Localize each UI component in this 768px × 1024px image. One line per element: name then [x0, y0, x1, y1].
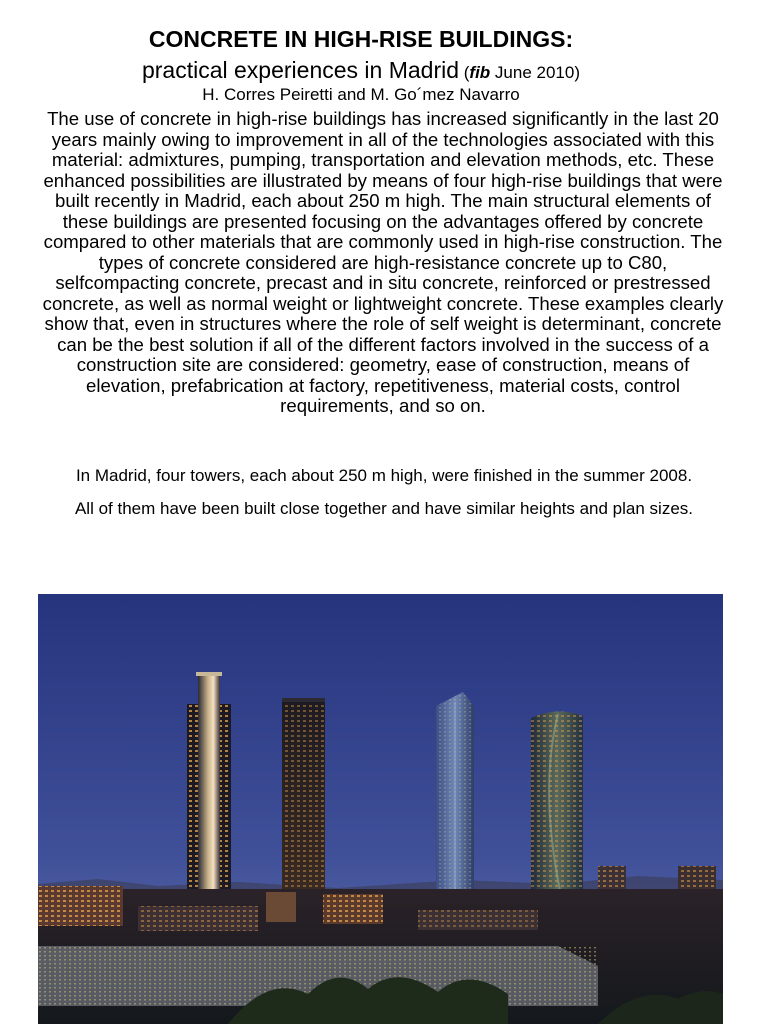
- document-subtitle: [0, 57, 722, 86]
- document-authors: H. Corres Peiretti and M. Go´mez Navarro: [202, 85, 520, 104]
- tower-4: [531, 711, 583, 904]
- subtitle-main: practical experiences in Madrid: [141, 57, 460, 83]
- body-paragraph-1: In Madrid, four towers, each about 250 m high, were finished in the summer 2008.: [75, 466, 693, 485]
- subtitle-date: June 2010): [490, 63, 580, 82]
- tower-2: [282, 698, 325, 901]
- subtitle-paren-open: (: [459, 63, 470, 82]
- tower-3: [436, 692, 474, 899]
- tower-1: [187, 672, 231, 904]
- madrid-towers-photo: [38, 594, 723, 1024]
- body-paragraph-2: All of them have been built close together and have similar heights and plan sizes.: [74, 499, 694, 518]
- subtitle-publisher: fib: [469, 63, 491, 82]
- towers-illustration: [38, 594, 723, 1024]
- document-title: CONCRETE IN HIGH-RISE BUILDINGS:: [148, 26, 574, 52]
- abstract-paragraph: The use of concrete in high-rise buildings has increased significantly in the last 20 years mainly owing to improvement in all of the technologies associated with this material: admixtures, pumping, transportation and elevation methods, etc. These enhanced possibilities are illustrated by means of four high-rise buildings that were built recently in Madrid, each about 250 m high. The main structural elements of these buildings are presented focusing on the advantages offered by concrete compared to other materials that are commonly used in high-rise construction. The types of concrete considered are high-resistance concrete up to C80, selfcompacting concrete, precast and in situ concrete, reinforced or prestressed concrete, as well as normal weight or lightweight concrete. These examples clearly show that, even in structures where the role of self weight is determinant, concrete can be the best solution if all of the different factors involved in the success of a construction site are considered: geometry, ease of construction, means of elevation, prefabrication at factory, repetitiveness, material costs, control requirements, and so on.: [42, 108, 724, 416]
